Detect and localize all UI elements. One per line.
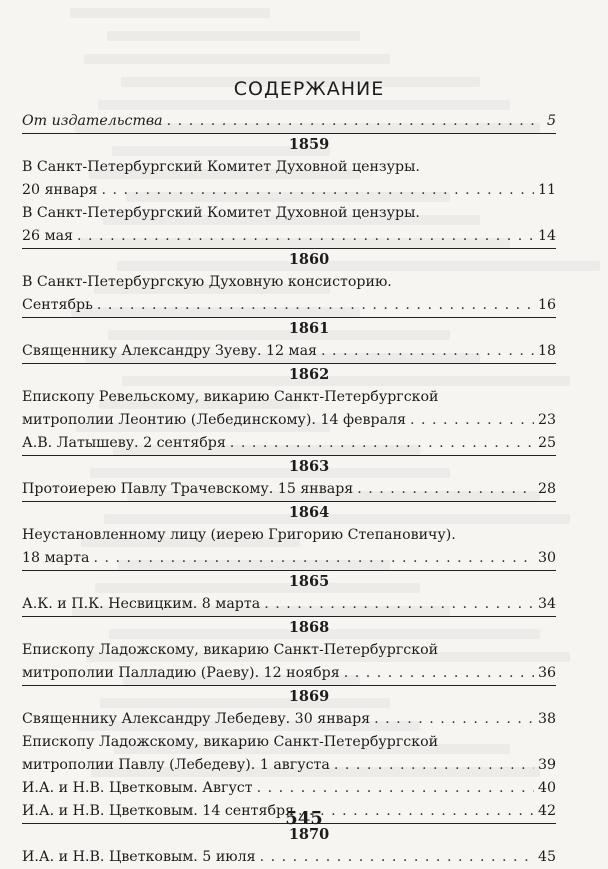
- dot-leader: [167, 110, 538, 133]
- year-heading: 1869: [22, 685, 556, 708]
- entry-text-line: От издательства: [22, 113, 163, 129]
- entry-page-number: 5: [546, 113, 556, 129]
- dot-leader: [101, 179, 533, 202]
- bleed-line: [70, 8, 270, 18]
- toc-entry[interactable]: [22, 156, 556, 202]
- entry-last-line: [22, 708, 556, 731]
- entry-text-line: В Санкт-Петербургскую Духовную консисторию.: [22, 274, 392, 290]
- year-heading: 1862: [22, 363, 556, 386]
- toc-entry[interactable]: [22, 731, 556, 777]
- dot-leader: [260, 846, 534, 869]
- entry-last-line: [22, 593, 556, 616]
- entry-text-line: В Санкт-Петербургский Комитет Духовной цензуры.: [22, 159, 420, 175]
- entry-text-line: Епископу Ладожскому, викарию Санкт-Петербургской: [22, 734, 439, 750]
- entry-text-line: 26 мая: [22, 228, 74, 244]
- toc-entry[interactable]: [22, 708, 556, 731]
- entry-text-line: И.А. и Н.В. Цветковым. Август: [22, 780, 253, 796]
- entry-page-number: 18: [537, 343, 556, 359]
- entry-page-number: 16: [537, 297, 556, 313]
- entry-text-line: В Санкт-Петербургский Комитет Духовной цензуры.: [22, 205, 420, 221]
- entry-page-number: 39: [537, 757, 556, 773]
- toc-entry[interactable]: [22, 202, 556, 248]
- toc-entry[interactable]: [22, 110, 556, 133]
- entry-page-number: 25: [537, 435, 556, 451]
- year-heading: 1859: [22, 133, 556, 156]
- toc-entry[interactable]: [22, 432, 556, 455]
- toc-entry[interactable]: [22, 478, 556, 501]
- toc-entry[interactable]: [22, 777, 556, 800]
- entry-page-number: 36: [537, 665, 556, 681]
- entry-last-line: [22, 340, 556, 363]
- year-heading: 1861: [22, 317, 556, 340]
- entry-last-line: [22, 478, 556, 501]
- year-heading: 1863: [22, 455, 556, 478]
- entry-text-line: Священнику Александру Лебедеву. 30 января: [22, 711, 371, 727]
- entry-text-line: 18 марта: [22, 550, 90, 566]
- entry-text-line: Протоиерею Павлу Трачевскому. 15 января: [22, 481, 354, 497]
- entry-text-line: митрополии Леонтию (Лебединскому). 14 февраля: [22, 412, 406, 428]
- entry-last-line: [22, 179, 556, 202]
- dot-leader: [374, 708, 534, 731]
- year-heading: 1865: [22, 570, 556, 593]
- entry-page-number: 40: [537, 780, 556, 796]
- bleed-line: [107, 31, 360, 41]
- dot-leader: [264, 593, 534, 616]
- toc-entry[interactable]: [22, 593, 556, 616]
- entry-last-line: [22, 432, 556, 455]
- entry-text-line: Епископу Ревельскому, викарию Санкт-Петербургской: [22, 389, 439, 405]
- dot-leader: [257, 777, 534, 800]
- entry-page-number: 42: [537, 803, 556, 819]
- dot-leader: [93, 547, 533, 570]
- year-heading: 1860: [22, 248, 556, 271]
- year-heading: 1868: [22, 616, 556, 639]
- toc-entry[interactable]: [22, 271, 556, 317]
- entry-text-line: И.А. и Н.В. Цветковым. 5 июля: [22, 849, 256, 865]
- entry-last-line: [22, 547, 556, 570]
- dot-leader: [97, 294, 534, 317]
- entry-last-line: [22, 846, 556, 869]
- toc-entry[interactable]: [22, 639, 556, 685]
- entry-text-line: И.А. и Н.В. Цветковым. 14 сентября: [22, 803, 295, 819]
- entry-last-line: [22, 662, 556, 685]
- entry-text-line: 20 января: [22, 182, 98, 198]
- dot-leader: [334, 754, 534, 777]
- entry-page-number: 11: [537, 182, 556, 198]
- entry-last-line: [22, 225, 556, 248]
- dot-leader: [230, 432, 534, 455]
- year-heading: 1864: [22, 501, 556, 524]
- toc-entry[interactable]: [22, 846, 556, 869]
- entry-last-line: [22, 754, 556, 777]
- entry-text-line: митрополии Павлу (Лебедеву). 1 августа: [22, 757, 330, 773]
- entry-last-line: [22, 409, 556, 432]
- year-heading: 1870: [22, 823, 556, 846]
- entry-page-number: 34: [537, 596, 556, 612]
- dot-leader: [357, 478, 534, 501]
- entry-last-line: [22, 777, 556, 800]
- bleed-line: [84, 54, 390, 64]
- toc-entry[interactable]: [22, 340, 556, 363]
- entry-text-line: Неустановленному лицу (иерею Григорию Степановичу).: [22, 527, 456, 543]
- entry-text-line: Священнику Александру Зуеву. 12 мая: [22, 343, 317, 359]
- toc-list: [22, 110, 556, 869]
- entry-text-line: А.В. Латышеву. 2 сентября: [22, 435, 226, 451]
- entry-last-line: [22, 110, 556, 133]
- entry-page-number: 23: [537, 412, 556, 428]
- entry-text-line: митрополии Палладию (Раеву). 12 ноября: [22, 665, 340, 681]
- entry-page-number: 14: [537, 228, 556, 244]
- dot-leader: [344, 662, 534, 685]
- entry-text-line: Сентябрь: [22, 297, 93, 313]
- toc-entry[interactable]: [22, 386, 556, 432]
- entry-last-line: [22, 294, 556, 317]
- entry-text-line: Епископу Ладожскому, викарию Санкт-Петербургской: [22, 642, 439, 658]
- dot-leader: [77, 225, 534, 248]
- entry-text-line: А.К. и П.К. Несвицким. 8 марта: [22, 596, 261, 612]
- dot-leader: [410, 409, 534, 432]
- page-title: СОДЕРЖАНИЕ: [233, 78, 385, 100]
- toc-entry[interactable]: [22, 524, 556, 570]
- toc-page: [22, 76, 556, 869]
- entry-page-number: 28: [537, 481, 556, 497]
- dot-leader: [321, 340, 534, 363]
- entry-page-number: 45: [537, 849, 556, 865]
- page-number: 545: [285, 808, 323, 829]
- entry-page-number: 38: [537, 711, 556, 727]
- entry-page-number: 30: [537, 550, 556, 566]
